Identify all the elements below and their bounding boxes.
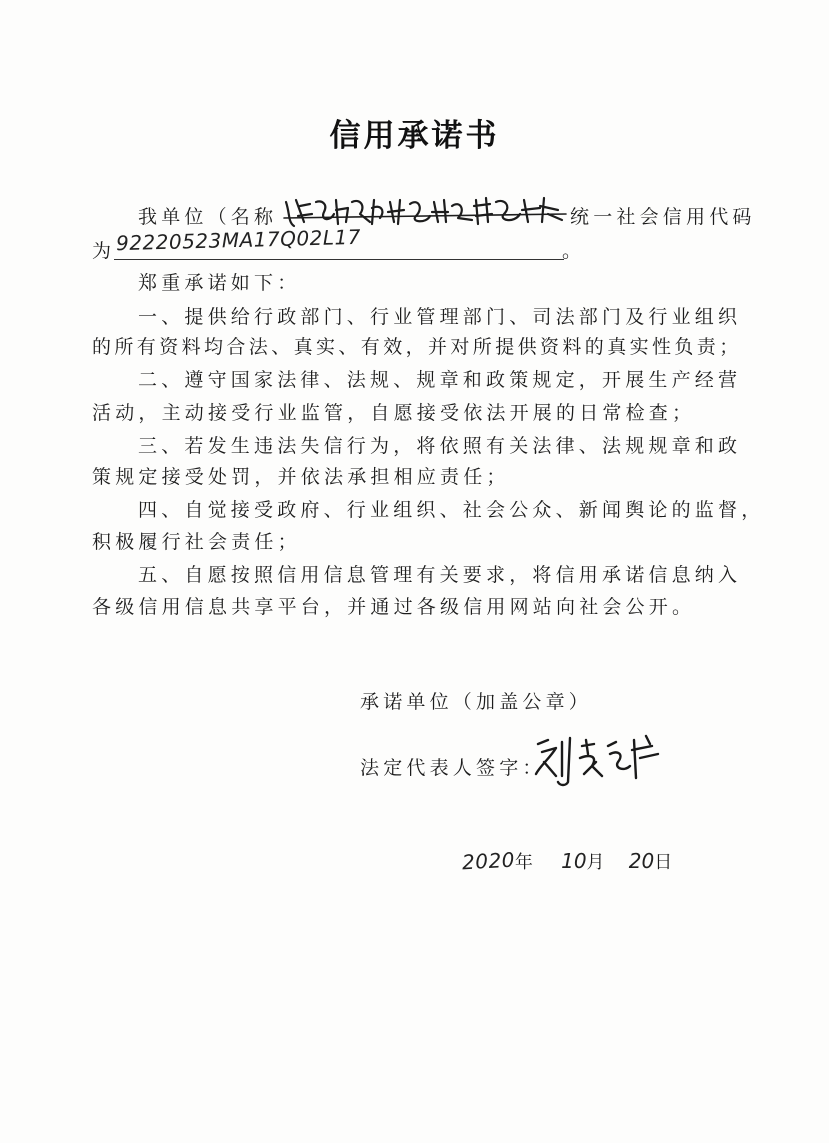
date-line xyxy=(462,848,672,874)
date-year: 2020 xyxy=(461,847,516,875)
credit-code-underline xyxy=(114,259,564,260)
commit-item-2-line-2: 活动，主动接受行业监管，自愿接受依法开展的日常检查； xyxy=(92,402,696,424)
date-year-unit: 年 xyxy=(514,852,533,873)
commit-item-4-line-1: 四、自觉接受政府、行业组织、社会公众、新闻舆论的监督， xyxy=(138,499,765,521)
commit-item-3-line-2: 策规定接受处罚，并依法承担相应责任； xyxy=(92,466,510,488)
code-prefix: 为 xyxy=(92,240,116,262)
intro-suffix: 统一社会信用代码 xyxy=(570,206,756,228)
commit-item-3-line-1: 三、若发生违法失信行为，将依照有关法律、法规规章和政 xyxy=(138,435,742,457)
intro-prefix: 我单位（名称 xyxy=(138,206,278,228)
date-month: 10 xyxy=(561,849,587,873)
date-month-unit: 月 xyxy=(586,852,605,873)
signature-label: 法定代表人签字： xyxy=(360,757,546,779)
commit-heading: 郑重承诺如下： xyxy=(138,272,301,294)
commit-item-2-line-1: 二、遵守国家法律、法规、规章和政策规定，开展生产经营 xyxy=(138,369,742,391)
commit-item-1-line-1: 一、提供给行政部门、行业管理部门、司法部门及行业组织 xyxy=(138,306,742,328)
document-title: 信用承诺书 xyxy=(329,118,500,154)
date-day-unit: 日 xyxy=(654,852,673,873)
legal-representative-signature xyxy=(530,732,670,792)
date-day: 20 xyxy=(628,849,655,873)
commit-item-4-line-2: 积极履行社会责任； xyxy=(92,531,301,553)
handwritten-credit-code: 92220523MA17Q02L17 xyxy=(115,224,362,256)
commit-item-5-line-1: 五、自愿按照信用信息管理有关要求，将信用承诺信息纳入 xyxy=(138,564,742,586)
seal-label: 承诺单位（加盖公章） xyxy=(360,691,593,713)
commit-item-1-line-2: 的所有资料均合法、真实、有效，并对所提供资料的真实性负责； xyxy=(92,336,742,358)
code-end: 。 xyxy=(562,240,586,262)
commit-item-5-line-2: 各级信用信息共享平台，并通过各级信用网站向社会公开。 xyxy=(92,596,696,618)
